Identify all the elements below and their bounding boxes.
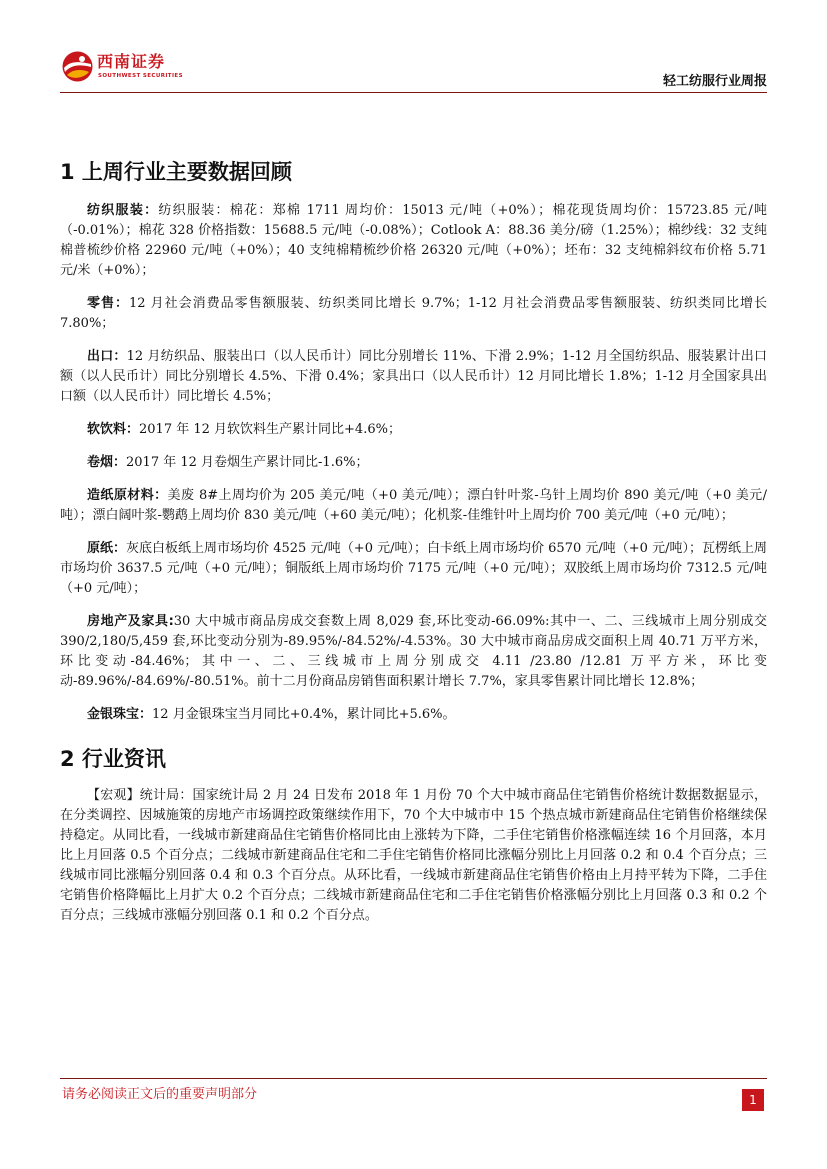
paragraph-soft-drinks: [60, 420, 767, 440]
paragraph-paper-raw-materials: [60, 486, 767, 526]
southwest-securities-logo-icon: [62, 51, 93, 82]
paragraph-lead: 原纸：: [87, 541, 127, 556]
header-divider: [60, 92, 767, 93]
paragraph-lead: 造纸原材料：: [87, 488, 168, 503]
paragraph-gold-silver-jewelry: [60, 705, 767, 725]
paragraph-real-estate-furniture: [60, 612, 767, 692]
logo-subtext: SOUTHWEST SECURITIES: [98, 73, 183, 79]
paragraph-export: [60, 347, 767, 407]
logo-text: 西南证券: [97, 52, 166, 71]
page-header: [0, 0, 827, 100]
paragraph-lead: 纺织服装：: [87, 203, 159, 218]
paragraph-lead: 零售：: [87, 296, 129, 311]
paragraph-text: 纺织服装：棉花：郑棉 1711 周均价：15013 元/吨（+0%）；棉花现货周均价：15723.85 元/吨（-0.01%）；棉花 328 价格指数：15688.5 元/吨（-0.08%）；Cotlook A：88.36 美分/磅（1.25%）；棉纱线：32 支纯棉普梳纱价格 22960 元/吨（+0%）；40 支纯棉精梳纱价格 26320 元/吨（+0%）；坯布：32 支纯棉斜纹布价格 5.71 元/米（+0%）；: [60, 203, 767, 278]
paragraph-retail: [60, 294, 767, 334]
paragraph-lead: 出口：: [87, 349, 127, 364]
report-body: [60, 160, 767, 926]
paragraph-text: 12 月纺织品、服装出口（以人民币计）同比分别增长 11%、下滑 2.9%；1-12 月全国纺织品、服装累计出口额（以人民币计）同比分别增长 4.5%、下滑 0.4%；家具出口（以人民币计）12 月同比增长 1.8%；1-12 月全国家具出口额（以人民币计）同比增长 4.5%；: [60, 349, 767, 404]
section-title-industry-news: 2 行业资讯: [60, 747, 166, 771]
paragraph-lead: 软饮料：: [87, 422, 140, 437]
paragraph-text: 12 月金银珠宝当月同比+0.4%，累计同比+5.6%。: [152, 707, 456, 722]
section-title-weekly-data-review: 1 上周行业主要数据回顾: [60, 160, 292, 184]
paragraph-textile-apparel: [60, 201, 767, 281]
paragraph-text: 灰底白板纸上周市场均价 4525 元/吨（+0 元/吨）；白卡纸上周市场均价 6570 元/吨（+0 元/吨）；瓦楞纸上周市场均价 3637.5 元/吨（+0 元/吨）；铜版纸上周市场均价 7175 元/吨（+0 元/吨）；双胶纸上周市场均价 7312.5 元/吨（+0 元/吨）；: [60, 541, 767, 596]
paragraph-text: 2017 年 12 月软饮料生产累计同比+4.6%；: [139, 422, 401, 437]
paragraph-text: 2017 年 12 月卷烟生产累计同比-1.6%；: [126, 455, 369, 470]
paragraph-text: 30 大中城市商品房成交套数上周 8,029 套,环比变动-66.09%:其中一、二、三线城市上周分别成交 390/2,180/5,459 套,环比变动分别为-89.95%/-84.52%/-4.53%。30 大中城市商品房成交面积上周 40.71 万平方米，环比变动-84.46%；其中一、二、三线城市上周分别成交 4.11 /23.80 /12.81 万平方米，环比变动-89.96%/-84.69%/-80.51%。前十二月份商品房销售面积累计增长 7.7%，家具零售累计同比增长 12.8%；: [60, 614, 767, 689]
report-title: 轻工纺服行业周报: [662, 74, 767, 89]
footer-disclaimer: 请务必阅读正文后的重要声明部分: [62, 1087, 258, 1102]
paragraph-lead: 金银珠宝：: [87, 707, 153, 722]
paragraph-text: 【宏观】统计局：国家统计局 2 月 24 日发布 2018 年 1 月份 70 个大中城市商品住宅销售价格统计数据数据显示，在分类调控、因城施策的房地产市场调控政策继续作用下，70 个大中城市中 15 个热点城市新建商品住宅销售价格继续保持稳定。从同比看，一线城市新建商品住宅销售价格同比由上涨转为下降，二手住宅销售价格涨幅连续 16 个月回落，本月比上月回落 0.5 个百分点；二线城市新建商品住宅和二手住宅销售价格同比涨幅分别比上月回落 0.2 和 0.4 个百分点；三线城市同比涨幅分别回落 0.4 和 0.3 个百分点。从环比看，一线城市新建商品住宅销售价格由上月持平转为下降，二手住宅销售价格降幅比上月扩大 0.2 个百分点；二线城市新建商品住宅和二手住宅销售价格涨幅分别比上月回落 0.3 和 0.2 个百分点；三线城市涨幅分别回落 0.1 和 0.2 个百分点。: [60, 788, 767, 923]
paragraph-text: 美废 8#上周均价为 205 美元/吨（+0 美元/吨）；漂白针叶浆-乌针上周均价 890 美元/吨（+0 美元/吨）；漂白阔叶浆-鹦鹉上周均价 830 美元/吨（+60 美元/吨）；化机浆-佳维针叶上周均价 700 美元/吨（+0 元/吨）；: [60, 488, 767, 523]
paragraph-lead: 卷烟：: [87, 455, 127, 470]
paragraph-macro-news: [60, 786, 767, 926]
paragraph-base-paper: [60, 539, 767, 599]
paragraph-text: 12 月社会消费品零售额服装、纺织类同比增长 9.7%；1-12 月社会消费品零售额服装、纺织类同比增长 7.80%；: [60, 296, 767, 331]
footer-divider: [60, 1078, 767, 1079]
paragraph-cigarettes: [60, 453, 767, 473]
paragraph-lead: 房地产及家具:: [87, 614, 174, 629]
page-number: 1: [742, 1089, 764, 1111]
